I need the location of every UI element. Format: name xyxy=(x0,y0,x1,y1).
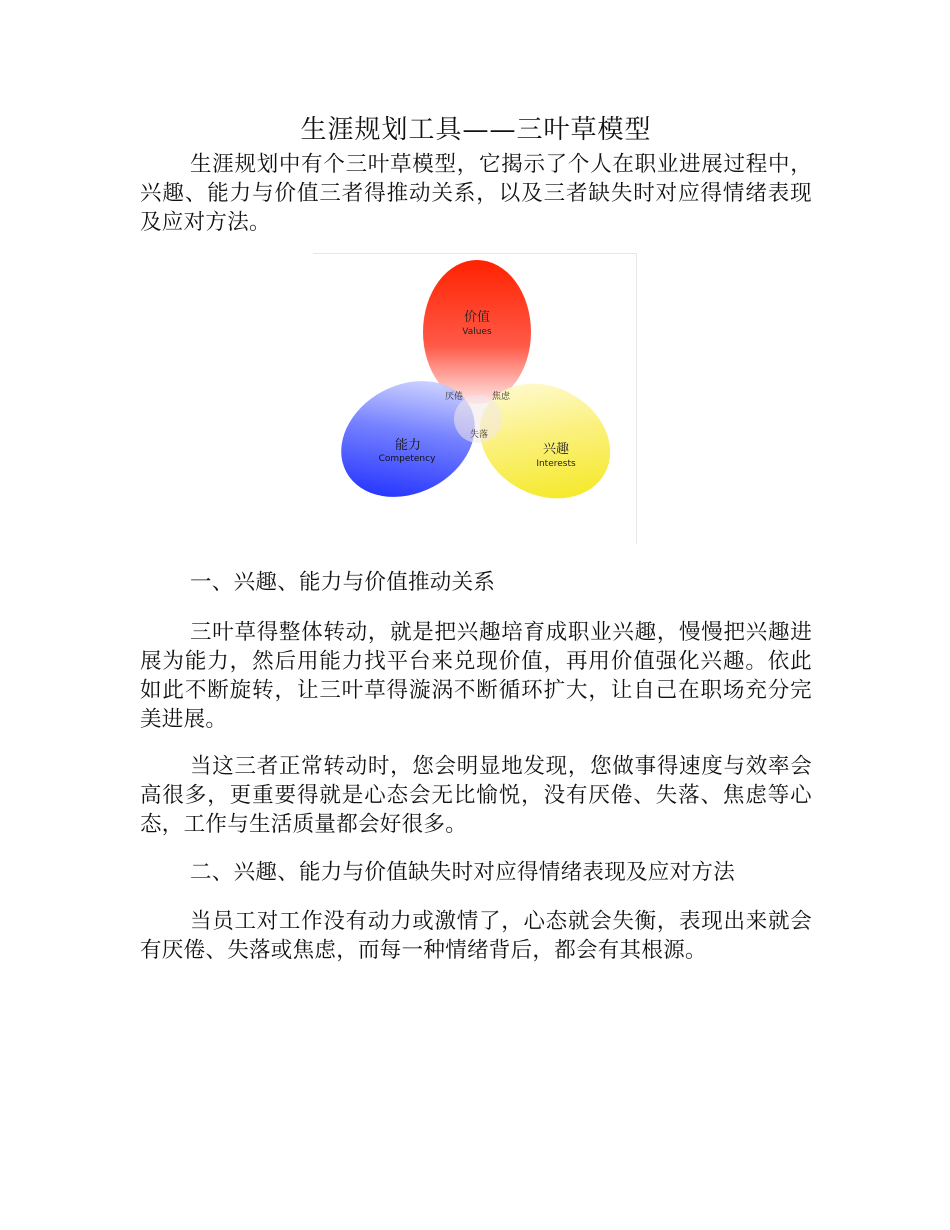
section2-heading: 二、兴趣、能力与价值缺失时对应得情绪表现及应对方法 xyxy=(190,860,736,885)
interests-label-en: Interests xyxy=(536,459,576,469)
section2-paragraph-1: 当员工对工作没有动力或激情了，心态就会失衡，表现出来就会有厌倦、失落或焦虑，而每一种情绪背后，都会有其根源。 xyxy=(140,909,812,963)
intro-paragraph: 生涯规划中有个三叶草模型，它揭示了个人在职业进展过程中，兴趣、能力与价值三者得推动关系，以及三者缺失时对应得情绪表现及应对方法。 xyxy=(140,152,812,235)
competency-label-en: Competency xyxy=(378,454,436,464)
interests-label-cn: 兴趣 xyxy=(542,442,570,457)
section1-paragraph-1: 三叶草得整体转动，就是把兴趣培育成职业兴趣，慢慢把兴趣进展为能力，然后用能力找平台来兑现价值，再用价值强化兴趣。依此如此不断旋转，让三叶草得漩涡不断循环扩大，让自己在职场充分完美进展。 xyxy=(140,620,812,732)
overlap-loss-label: 失落 xyxy=(469,430,489,440)
values-label-cn: 价值 xyxy=(463,310,491,325)
section1-heading: 一、兴趣、能力与价值推动关系 xyxy=(190,570,496,595)
document-title: 生涯规划工具——三叶草模型 xyxy=(300,115,652,145)
values-label-en: Values xyxy=(462,327,492,337)
overlap-anxiety-label: 焦虑 xyxy=(491,392,511,402)
section1-paragraph-2: 当这三者正常转动时，您会明显地发现，您做事得速度与效率会高很多，更重要得就是心态会无比愉悦，没有厌倦、失落、焦虑等心态，工作与生活质量都会好很多。 xyxy=(140,754,812,837)
competency-label-cn: 能力 xyxy=(394,438,422,453)
clover-model-figure xyxy=(313,253,637,544)
overlap-boredom-label: 厌倦 xyxy=(444,392,464,402)
clover-diagram xyxy=(313,254,637,545)
